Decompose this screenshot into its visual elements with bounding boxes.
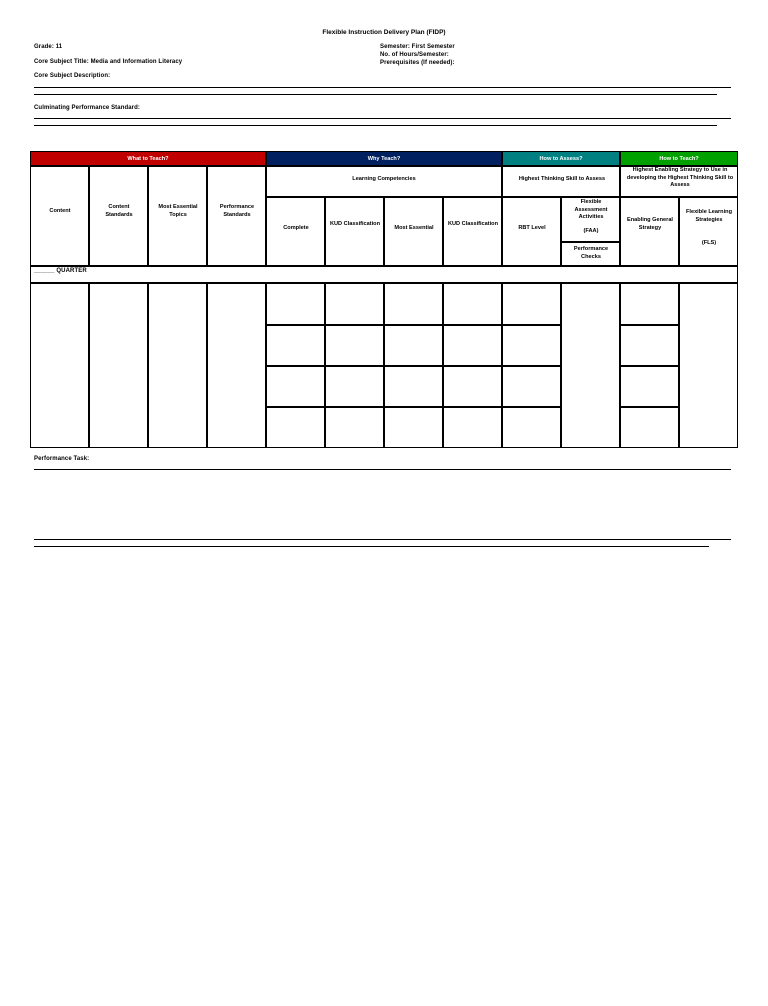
body-grid-cell (266, 325, 325, 366)
body-grid-cell (502, 366, 561, 407)
highest-enabling-label: Highest Enabling Strategy to Use in developing the Highest Thinking Skill to Assess (626, 167, 734, 188)
highest-thinking-label: Highest Thinking Skill to Assess (518, 176, 606, 182)
body-topics-cell (148, 283, 207, 448)
col-performance-standards (207, 166, 266, 266)
body-grid-cell (443, 325, 502, 366)
col-performance-standards-label: Performance Standards (219, 204, 255, 218)
learning-competencies-label: Learning Competencies (352, 176, 416, 182)
body-content-cell (30, 283, 89, 448)
prerequisites-label: Prerequisites (If needed): (380, 60, 455, 66)
col-enabling-general (620, 197, 679, 266)
col-performance-checks (561, 242, 620, 266)
body-faa-cell (561, 283, 620, 448)
col-enabling-general-label: Enabling General Strategy (626, 217, 673, 231)
band-how-to-teach: How to Teach? (620, 151, 738, 166)
quarter-row (30, 266, 738, 283)
performance-task-line-1 (34, 469, 731, 470)
col-fls (679, 197, 738, 266)
learning-competencies-header (266, 166, 502, 197)
body-grid-cell (384, 283, 443, 325)
body-performance-standards-cell (207, 283, 266, 448)
culminating-performance-standard: Culminating Performance Standard: (34, 105, 140, 111)
col-fls-abbr: (FLS) (701, 240, 717, 246)
performance-task-line-2 (34, 539, 731, 540)
col-most-essential-topics-label: Most Essential Topics (158, 204, 198, 218)
body-grid-cell (443, 283, 502, 325)
band-how-to-assess: How to Assess? (502, 151, 620, 166)
col-fls-label: Flexible Learning Strategies (685, 209, 732, 223)
col-rbt-level (502, 197, 561, 266)
body-grid-cell (620, 366, 679, 407)
body-grid-cell (384, 407, 443, 448)
semester-label: Semester: First Semester (380, 44, 455, 50)
core-subject-title: Core Subject Title: Media and Information Literacy (34, 59, 183, 65)
body-grid-cell (443, 407, 502, 448)
core-subject-description: Core Subject Description: (34, 73, 111, 79)
body-grid-cell (502, 325, 561, 366)
body-grid-cell (266, 407, 325, 448)
col-performance-checks-label: Performance Checks (573, 246, 609, 260)
col-kud-1 (325, 197, 384, 266)
body-grid-cell (266, 366, 325, 407)
body-grid-cell (266, 283, 325, 325)
body-grid-cell (325, 283, 384, 325)
col-most-essential (384, 197, 443, 266)
performance-task-label: Performance Task: (34, 456, 90, 462)
col-most-essential-topics (148, 166, 207, 266)
hours-label: No. of Hours/Semester: (380, 52, 449, 58)
col-rbt-level-label: RBT Level (518, 225, 546, 231)
highest-thinking-header (502, 166, 620, 197)
description-line-1 (34, 87, 731, 88)
body-grid-cell (620, 325, 679, 366)
col-content-label: Content (49, 208, 71, 214)
band-why-teach: Why Teach? (266, 151, 502, 166)
body-grid-cell (443, 366, 502, 407)
col-content-standards-label: Content Standards (105, 204, 133, 218)
body-grid-cell (325, 366, 384, 407)
body-fls-cell (679, 283, 738, 448)
col-kud-2 (443, 197, 502, 266)
body-grid-cell (502, 407, 561, 448)
description-line-2 (34, 94, 717, 95)
body-grid-cell (384, 325, 443, 366)
col-content (30, 166, 89, 266)
performance-task-line-3 (34, 546, 709, 547)
body-grid-cell (502, 283, 561, 325)
col-kud-2-label: KUD Classification (447, 221, 499, 227)
highest-enabling-header (620, 166, 738, 197)
quarter-label: ______ QUARTER (34, 268, 87, 274)
band-what-to-teach: What to Teach? (30, 151, 266, 166)
col-content-standards (89, 166, 148, 266)
col-faa-label: Flexible Assessment Activities (574, 199, 608, 220)
body-content-standards-cell (89, 283, 148, 448)
col-complete-label: Complete (283, 225, 309, 231)
culminating-line-1 (34, 118, 731, 119)
col-complete (266, 197, 325, 266)
body-grid-cell (620, 283, 679, 325)
body-grid-cell (325, 325, 384, 366)
col-faa-abbr: (FAA) (583, 228, 599, 234)
page-title: Flexible Instruction Delivery Plan (FIDP) (322, 29, 446, 36)
col-most-essential-label: Most Essential (394, 225, 434, 231)
col-faa (561, 197, 620, 242)
grade-label: Grade: 11 (34, 44, 63, 50)
body-grid-cell (384, 366, 443, 407)
col-kud-1-label: KUD Classification (329, 221, 381, 227)
culminating-line-2 (34, 125, 717, 126)
body-grid-cell (620, 407, 679, 448)
body-grid-cell (325, 407, 384, 448)
